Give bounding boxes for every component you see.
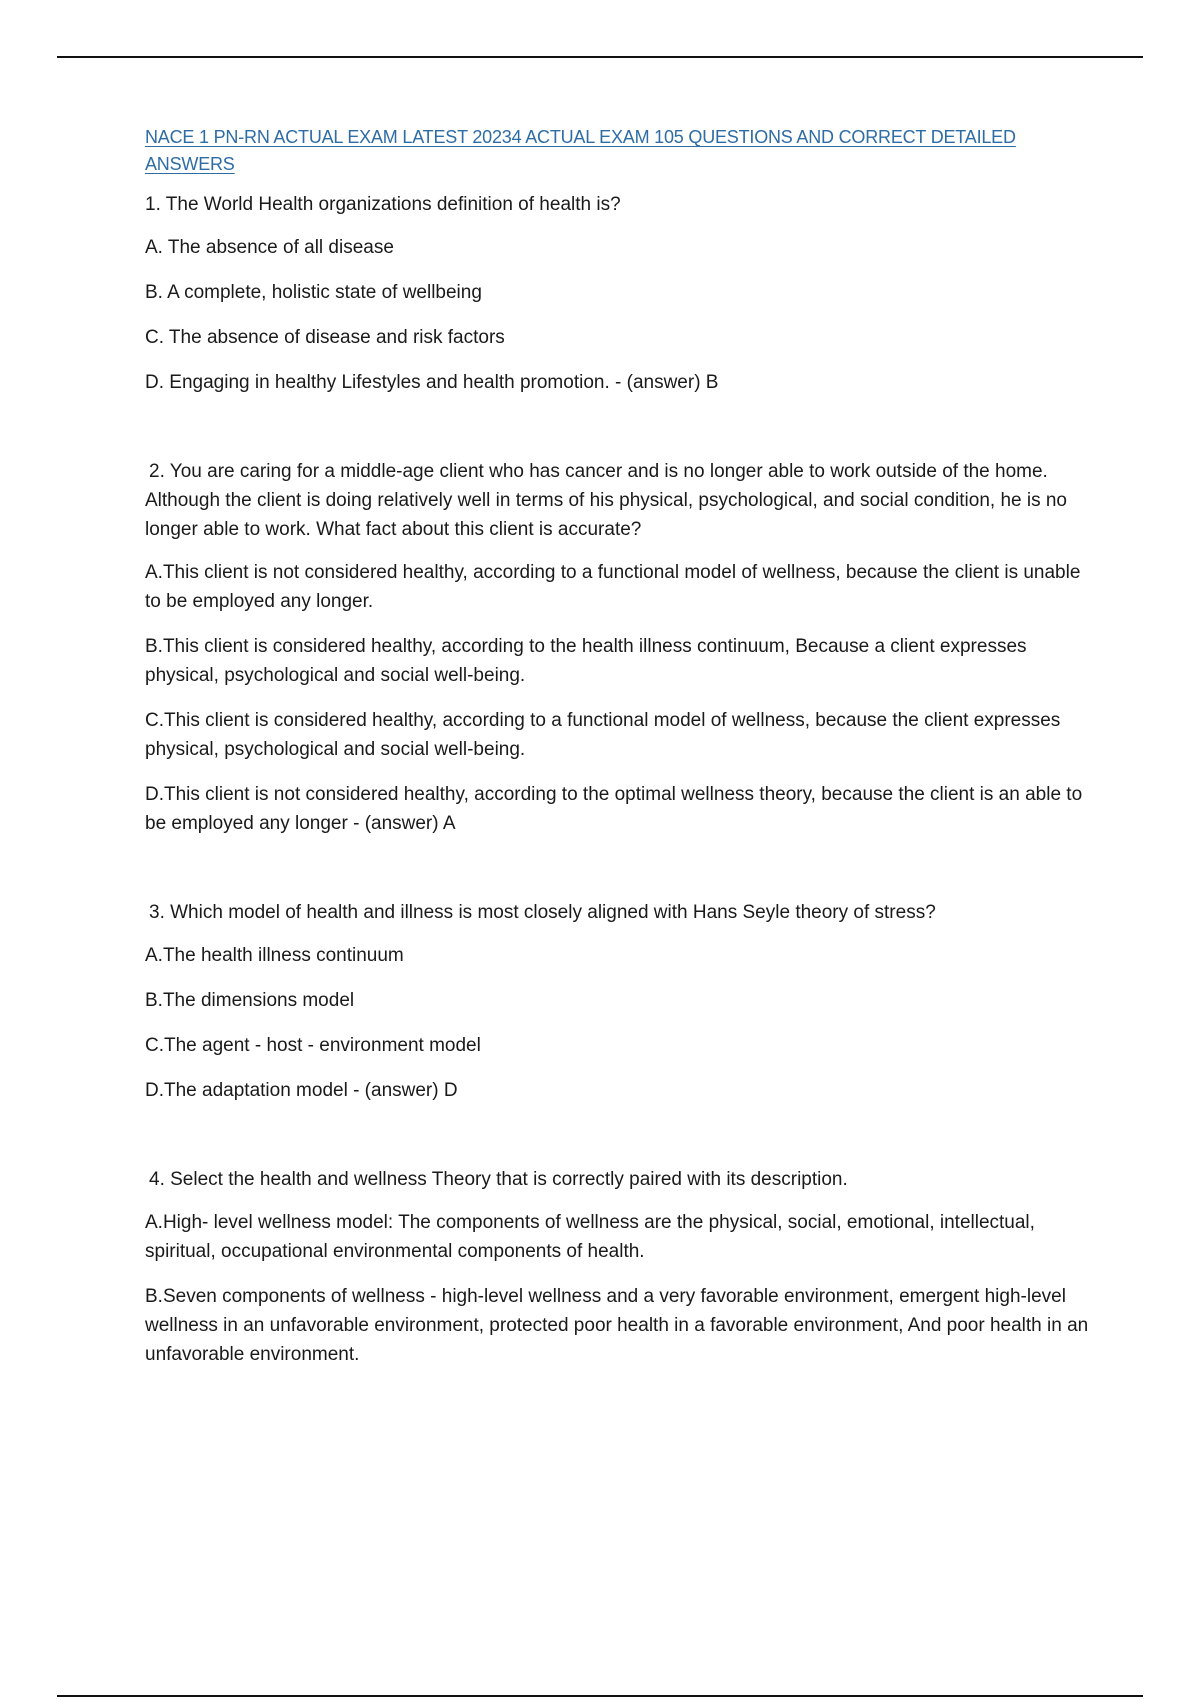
answer-option: C. The absence of disease and risk factors [145,327,505,348]
answer-option: B.The dimensions model [145,990,355,1011]
document-title-link[interactable]: NACE 1 PN-RN ACTUAL EXAM LATEST 20234 ACTUAL EXAM 105 QUESTIONS AND CORRECT DETAILED ANSWERS [145,127,1016,174]
answer-option: D. Engaging in healthy Lifestyles and health promotion. - (answer) B [145,372,719,393]
answer-option: A. The absence of all disease [145,237,394,258]
question-text: 1. The World Health organizations definition of health is? [145,194,621,215]
answer-option: C.The agent - host - environment model [145,1035,481,1056]
document-body [145,124,1090,1429]
answer-option: C.This client is considered healthy, according to a functional model of wellness, because the client expresses physical, psychological and social well-being. [145,710,1061,760]
answer-option: D.The adaptation model - (answer) D [145,1080,458,1101]
question-text: 3. Which model of health and illness is most closely aligned with Hans Seyle theory of stress? [149,902,936,923]
question-4 [145,1165,1090,1369]
question-text: 4. Select the health and wellness Theory that is correctly paired with its description. [149,1169,848,1190]
bottom-rule [57,1695,1143,1697]
question-2 [145,457,1090,838]
question-3 [145,898,1090,1105]
question-text: 2. You are caring for a middle-age client who has cancer and is no longer able to work outside of the home. Although the client is doing relatively well in terms of his physical, psychological, and social condition, he is no longer able to work. What fact about this client is accurate? [145,461,1067,540]
answer-option: A.The health illness continuum [145,945,404,966]
top-rule [57,56,1143,58]
answer-option: B. A complete, holistic state of wellbeing [145,282,482,303]
answer-option: D.This client is not considered healthy, according to the optimal wellness theory, because the client is an able to be employed any longer - (answer) A [145,784,1083,834]
answer-option: B.Seven components of wellness - high-level wellness and a very favorable environment, emergent high-level wellness in an unfavorable environment, protected poor health in a favorable environment, And poor health in an unfavorable environment. [145,1286,1089,1365]
question-1 [145,190,1090,397]
answer-option: A.This client is not considered healthy, according to a functional model of wellness, because the client is unable to be employed any longer. [145,562,1081,612]
answer-option: B.This client is considered healthy, according to the health illness continuum, Because a client expresses physical, psychological and social well-being. [145,636,1027,686]
answer-option: A.High- level wellness model: The components of wellness are the physical, social, emotional, intellectual, spiritual, occupational environmental components of health. [145,1212,1035,1262]
